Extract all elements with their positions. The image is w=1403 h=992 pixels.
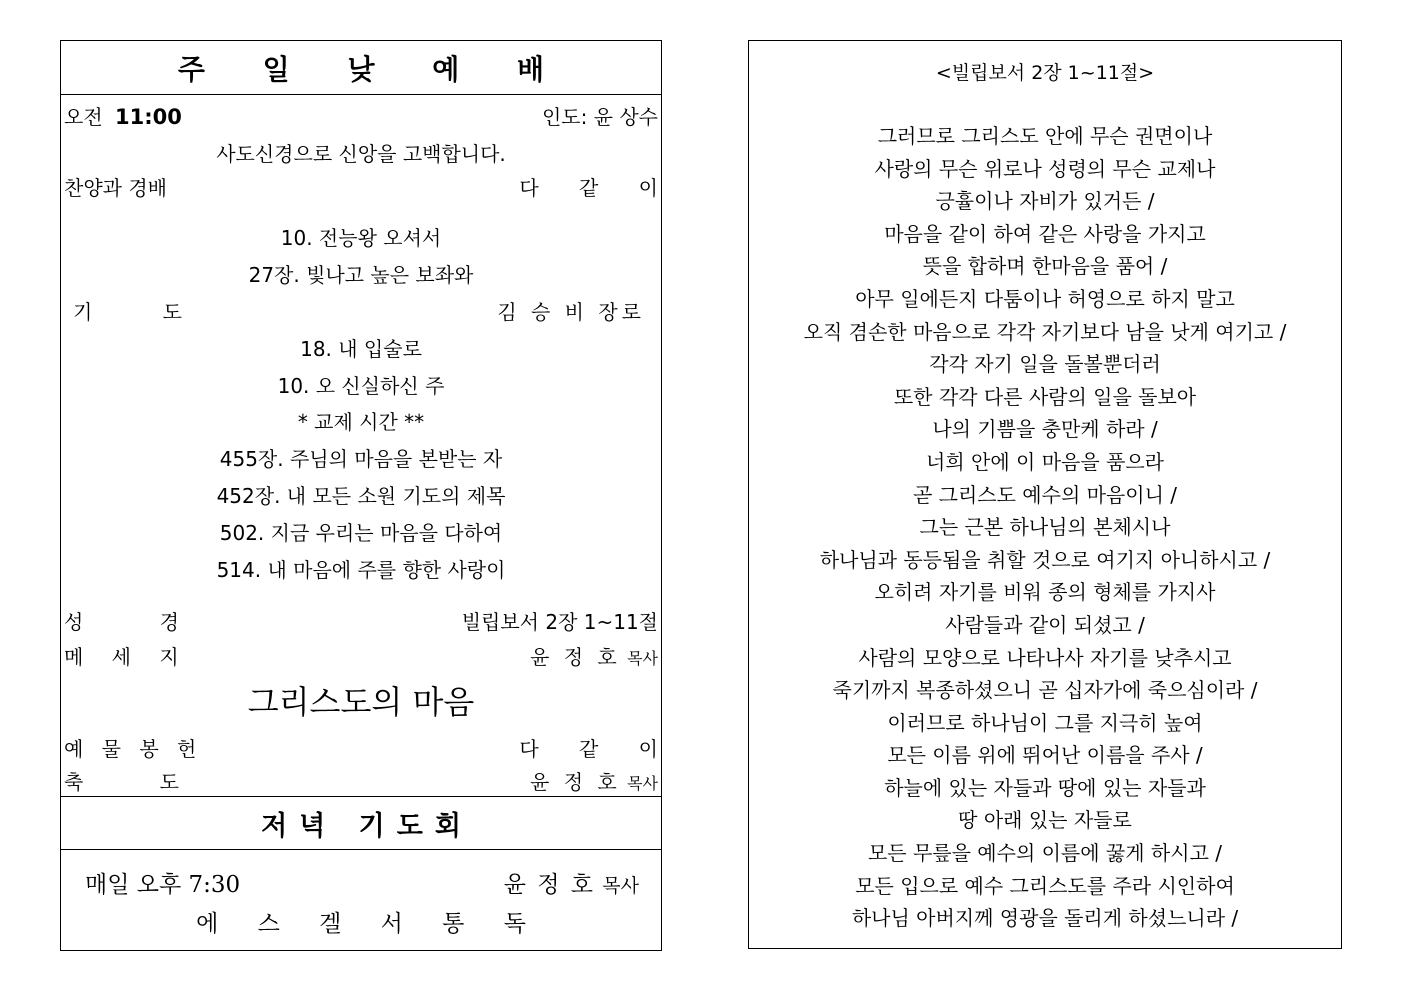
offering-label: 예 물 봉 헌 xyxy=(64,737,203,761)
verse-line: 또한 각각 다른 사람의 일을 돌보아 xyxy=(893,384,1197,409)
creed-line: 사도신경으로 신앙을 고백합니다. xyxy=(216,142,506,166)
offering-by: 다 같 이 xyxy=(519,737,658,761)
praise-by: 다 같 이 xyxy=(519,176,658,200)
benediction-row xyxy=(61,766,661,796)
hymn-line: 18. 내 입술로 xyxy=(300,337,422,361)
verse-line: 하나님 아버지께 영광을 돌리게 하셨느니라 / xyxy=(851,906,1239,931)
verse-line: 뜻을 합하며 한마음을 품어 / xyxy=(922,254,1168,279)
scripture-ref: 빌립보서 2장 1~11절 xyxy=(461,610,658,634)
evening-reading: 에 스 겔 서 통 독 xyxy=(196,911,542,937)
benediction-title: 목사 xyxy=(627,774,658,793)
verse-line: 너희 안에 이 마음을 품으라 xyxy=(926,449,1164,474)
verse-line: 죽기까지 복종하셨으니 곧 십자가에 죽으심이라 / xyxy=(832,678,1258,703)
verse-line: 모든 입으로 예수 그리스도를 주라 시인하여 xyxy=(855,873,1235,898)
verse-line: 땅 아래 있는 자들로 xyxy=(958,808,1132,833)
evening-leader: 윤 정 호 xyxy=(503,872,595,898)
passage-reference: <빌립보서 2장 1~11절> xyxy=(935,62,1155,84)
hymn-line: 514. 내 마음에 주를 향한 사랑이 xyxy=(216,558,506,582)
benediction-label: 축 도 xyxy=(64,770,179,794)
verse-line: 모든 무릎을 예수의 이름에 꿇게 하시고 / xyxy=(867,841,1222,866)
hymn-line: 10. 전능왕 오셔서 xyxy=(280,226,442,250)
verse-line: 사람들과 같이 되셨고 / xyxy=(945,612,1145,637)
time-label: 오전 xyxy=(64,105,103,129)
verse-line: 아무 일에든지 다툼이나 허영으로 하지 말고 xyxy=(855,286,1235,311)
verse-line: 나의 기쁨을 충만케 하라 / xyxy=(932,417,1158,442)
evening-leader-title: 목사 xyxy=(602,875,639,897)
hymn-line: 452장. 내 모든 소원 기도의 제목 xyxy=(216,484,506,508)
verse-line: 사람의 모양으로 나타나사 자기를 낮추시고 xyxy=(858,645,1232,670)
evening-title: 저녁 기도회 xyxy=(61,796,661,850)
praise-row xyxy=(61,172,661,202)
hymn-line: 455장. 주님의 마음을 본받는 자 xyxy=(219,447,503,471)
message-label: 메 세 지 xyxy=(64,645,179,669)
sermon-title: 그리스도의 마음 xyxy=(247,683,475,721)
offering-row xyxy=(61,733,661,763)
verse-line: 곧 그리스도 예수의 마음이니 / xyxy=(912,482,1177,507)
evening-time: 매일 오후 7:30 xyxy=(85,872,241,898)
verse-line: 모든 이름 위에 뛰어난 이름을 주사 / xyxy=(887,743,1203,768)
verse-line: 그러므로 그리스도 안에 무슨 권면이나 xyxy=(877,124,1213,148)
verse-line: 그는 근본 하나님의 본체시나 xyxy=(919,515,1171,540)
verse-line: 오히려 자기를 비워 종의 형체를 가지사 xyxy=(874,580,1216,605)
scripture-label: 성 경 xyxy=(64,610,179,634)
evening-row xyxy=(61,866,661,896)
preacher-name: 윤 정 호 xyxy=(530,645,621,669)
service-title: 주 일 낮 예 배 xyxy=(61,41,661,95)
benediction-name: 윤 정 호 xyxy=(530,770,621,794)
verse-line: 각각 자기 일을 돌볼뿐더러 xyxy=(929,352,1161,377)
preacher-title: 목사 xyxy=(627,649,658,668)
verse-line: 긍휼이나 자비가 있거든 / xyxy=(935,189,1155,214)
service-time: 11:00 xyxy=(115,105,182,129)
verse-line: 하나님과 동등됨을 취할 것으로 여기지 아니하시고 / xyxy=(819,547,1271,572)
verse-line: 하늘에 있는 자들과 땅에 있는 자들과 xyxy=(884,775,1206,800)
verse-list xyxy=(749,120,1341,935)
service-leader: 인도: 윤 상수 xyxy=(541,105,658,129)
verse-line: 오직 겸손한 마음으로 각각 자기보다 남을 낫게 여기고 / xyxy=(803,319,1287,344)
hymn-line: 27장. 빛나고 높은 보좌와 xyxy=(248,263,474,287)
prayer-label: 기 도 xyxy=(73,300,182,324)
message-row xyxy=(61,641,661,671)
time-row xyxy=(61,101,661,131)
hymn-line: 502. 지금 우리는 마음을 다하여 xyxy=(219,521,503,545)
fellowship-line: * 교제 시간 ** xyxy=(297,410,425,434)
verse-line: 사랑의 무슨 위로나 성령의 무슨 교제나 xyxy=(874,156,1216,181)
scripture-row xyxy=(61,606,661,636)
hymn-line: 10. 오 신실하신 주 xyxy=(277,374,445,398)
prayer-by: 김 승 비 장로 xyxy=(497,300,645,324)
praise-label: 찬양과 경배 xyxy=(64,176,167,200)
order-of-service-panel xyxy=(60,40,662,951)
prayer-row xyxy=(61,296,661,326)
scripture-panel xyxy=(748,40,1342,949)
verse-line: 이러므로 하나님이 그를 지극히 높여 xyxy=(887,710,1203,735)
verse-line: 마음을 같이 하여 같은 사랑을 가지고 xyxy=(884,221,1206,246)
